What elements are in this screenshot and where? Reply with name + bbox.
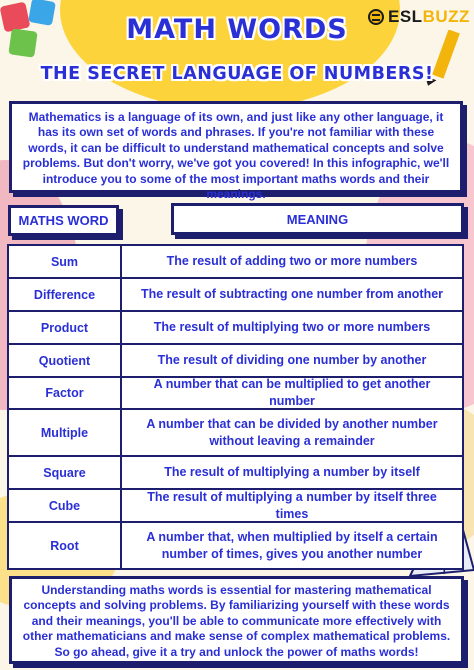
meaning-cell: The result of multiplying two or more numbers <box>153 320 431 334</box>
word-cell: Quotient <box>9 345 122 376</box>
column-header-meaning: MEANING <box>171 203 464 235</box>
logo-text-buzz: BUZZ <box>422 7 470 26</box>
word-cell: Cube <box>9 490 122 521</box>
meaning-cell: The result of adding two or more numbers <box>166 254 418 268</box>
word-cell: Product <box>9 312 122 343</box>
meaning-cell: The result of subtracting one number from another <box>140 287 444 301</box>
page-subtitle: THE SECRET LANGUAGE OF NUMBERS! <box>40 64 434 84</box>
word-cell: Root <box>9 523 122 568</box>
table-row <box>9 378 462 410</box>
logo-text-esl: ESL <box>388 7 423 26</box>
table-row <box>9 457 462 490</box>
table-row <box>9 246 462 279</box>
intro-paragraph: Mathematics is a language of its own, and just like any other language, it has its own set of words and phrases. If you're not familiar with these words, it can be difficult to understand mathematical concepts and solve problems. But don't worry, we've got you covered! In this infographic, we'll introduce you to some of the most important maths words and their meanings. <box>9 101 463 193</box>
table-row <box>9 312 462 345</box>
word-cell: Multiple <box>9 410 122 455</box>
table-row <box>9 523 462 568</box>
table-row <box>9 345 462 378</box>
word-cell: Sum <box>9 246 122 277</box>
outro-paragraph: Understanding maths words is essential for mastering mathematical concepts and solving problems. By familiarizing yourself with these words and their meanings, you'll be able to communicate more effectively with other mathematicians and make sense of complex mathematical problems. So go ahead, give it a try and unlock the power of maths words! <box>9 576 464 664</box>
table-row <box>9 410 462 457</box>
meaning-cell: The result of multiplying a number by itself three times <box>147 489 437 521</box>
meaning-cell: A number that can be divided by another number without leaving a remainder <box>146 416 438 448</box>
column-header-word: MATHS WORD <box>8 205 119 236</box>
meaning-cell: The result of multiplying a number by itself <box>164 465 420 479</box>
word-cell: Difference <box>9 279 122 310</box>
page-title: MATH WORDS <box>126 14 348 45</box>
math-words-table <box>7 244 464 570</box>
word-cell: Factor <box>9 378 122 408</box>
meaning-cell: A number that can be multiplied to get another number <box>153 377 431 408</box>
word-cell: Square <box>9 457 122 488</box>
table-row <box>9 279 462 312</box>
meaning-cell: A number that, when multiplied by itself a certain number of times, gives you another number <box>146 529 438 561</box>
meaning-cell: The result of dividing one number by another <box>157 353 427 367</box>
table-row <box>9 490 462 523</box>
